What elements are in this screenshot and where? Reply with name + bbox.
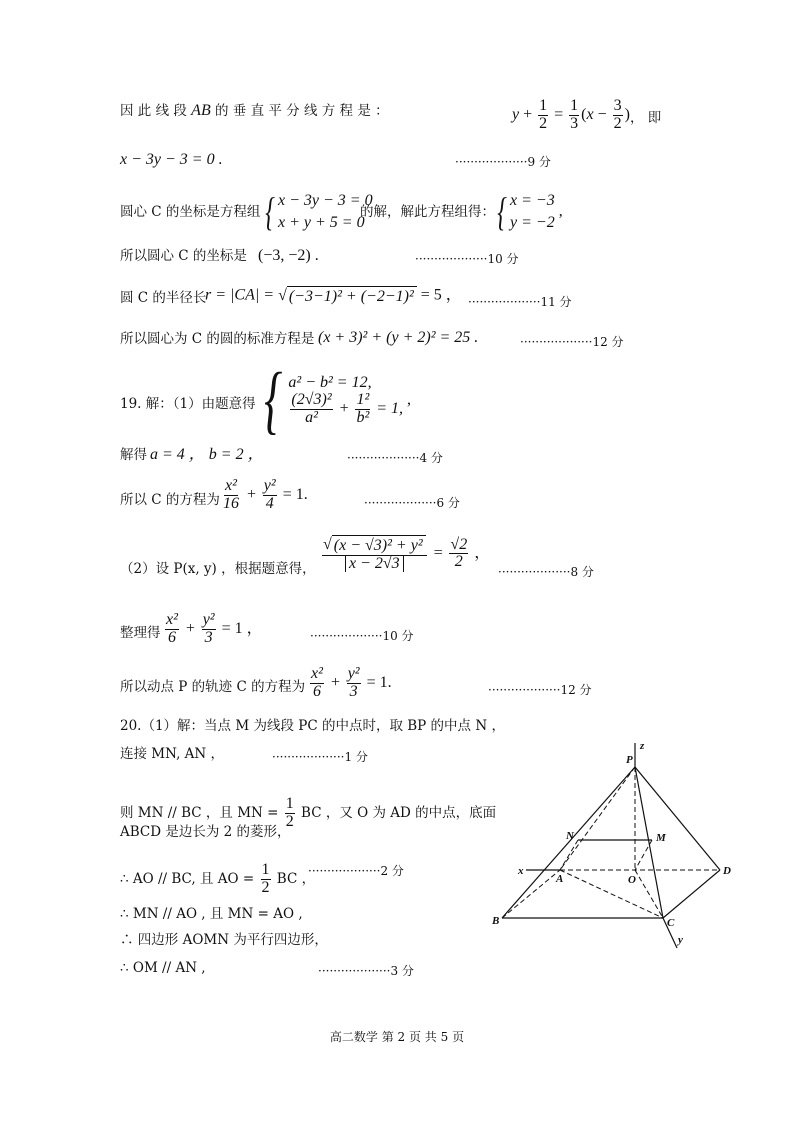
page-footer: 高二数学 第 2 页 共 5 页 (329, 1030, 465, 1044)
text: 的 垂 直 平 分 线 方 程 是 ： (215, 103, 389, 119)
label-A: A (556, 873, 564, 885)
radius-equation: r = |CA| = √ (−3−1)² + (−2−1)² = 5 ， (205, 286, 462, 305)
q19-line5-text: 整理得 (120, 625, 161, 641)
score-10b: ···················10 分 (310, 629, 414, 643)
bisector-equation: y + $\frac{1}{2}$ = $\frac{1}{3}$ (x − $\frac{3}{2}$ ) (512, 97, 630, 132)
label-M: M (656, 832, 666, 844)
score-10: ···················10 分 (415, 252, 519, 266)
pyramid-figure (480, 735, 740, 950)
label-O: O (628, 874, 636, 886)
system-1: { x − 3y − 3 = 0 x + y + 5 = 0 (265, 188, 373, 234)
score-1: ···················1 分 (272, 750, 368, 764)
q19-line2-eq: a = 4 ， b = 2 ， (150, 446, 264, 463)
ji-text: ， 即 (630, 110, 662, 126)
edge-PA (560, 767, 635, 870)
line-6-text: 所以圆心为 C 的圆的标准方程是 (120, 331, 315, 347)
label-z: z (640, 740, 645, 752)
q19-head: 19. 解：（1）由题意得 (120, 396, 256, 412)
q19-part2-eq: √ (x − √3)² + y² x − 2√3 = $\frac{√2}{2}$ ， (323, 535, 491, 572)
edge-PD (635, 767, 720, 870)
line-4-text: 所以圆心 C 的坐标是 (120, 248, 247, 264)
q20-line8: ∴ OM // AN , (120, 960, 206, 976)
system-1-solution: { x = −3 y = −2 , (497, 188, 563, 234)
edge-CD (663, 870, 720, 918)
diagonal-AC (560, 870, 663, 918)
score-4: ···················4 分 (347, 451, 443, 465)
q20-line2: 连接 MN, AN ， (120, 746, 224, 762)
circle-equation: (x + 3)² + (y + 2)² = 25 . (318, 329, 479, 346)
score-9: ···················9 分 (455, 155, 551, 169)
q20-line6: ∴ MN // AO , 且 MN = AO , (120, 906, 303, 922)
line-3-text: 圆心 C 的坐标是方程组 (120, 204, 261, 220)
q19-line5-eq: $\frac{\text{x²}}{6}$ + $\frac{\text{y²}}{3}$ = 1 ， (166, 611, 263, 646)
line-2-equation: x − 3y − 3 = 0 . (120, 151, 223, 168)
score-8: ···················8 分 (498, 565, 594, 579)
score-12b: ···················12 分 (488, 683, 592, 697)
line-1 (120, 103, 389, 119)
text: 因 此 线 段 (120, 103, 187, 119)
label-B: B (492, 915, 500, 927)
line-3-text2: 的解，解此方程组得： (360, 204, 495, 220)
label-N: N (566, 830, 574, 842)
label-x: x (518, 865, 524, 877)
segment-ab: AB (191, 102, 211, 119)
label-y: y (678, 934, 683, 946)
score-6: ···················6 分 (364, 496, 460, 510)
score-11: ···················11 分 (468, 295, 572, 309)
q20-line7: ∴ 四边形 AOMN 为平行四边形， (120, 932, 328, 948)
q20-line3: 则 MN // BC ，且 MN = $\frac{1}{2}$ BC ，又 O 为 AD 的中点，底面 (120, 795, 497, 830)
q20-line5: ∴ AO // BC, 且 AO = $\frac{1}{2}$ BC ， (120, 861, 316, 896)
label-C: C (667, 917, 675, 929)
q20-line4: ABCD 是边长为 2 的菱形， (120, 824, 291, 840)
edge-AB (502, 870, 560, 918)
line-5-text: 圆 C 的半径长 (120, 290, 207, 306)
q19-line2-text: 解得 (120, 447, 147, 463)
label-D: D (723, 865, 731, 877)
score-2: ···················2 分 (308, 864, 404, 878)
q20-line1: 20.（1）解：当点 M 为线段 PC 的中点时，取 BP 的中点 N ， (120, 718, 505, 734)
score-3: ···················3 分 (318, 964, 414, 978)
q19-ellipse-eq: $\frac{\text{x²}}{16}$ + $\frac{\text{y²}}{4}$ = 1. (223, 477, 308, 512)
q19-line3-text: 所以 C 的方程为 (120, 492, 220, 508)
score-12: ···················12 分 (520, 335, 624, 349)
q19-line6-eq: $\frac{\text{x²}}{6}$ + $\frac{\text{y²}}{3}$ = 1. (311, 665, 392, 700)
q19-line6-text: 所以动点 P 的轨迹 C 的方程为 (120, 679, 306, 695)
q19-system: { a² − b² = 12, $\frac{\text{(2√3)²}}{\text{a²}}$ + $\frac{\text{1²}}{\text{b²}}$ = 1, , (264, 358, 412, 442)
center-coordinates: (−3, −2) . (258, 247, 319, 264)
label-P: P (626, 754, 633, 766)
q19-part2-text: （2）设 P(x, y) ，根据题意得， (120, 561, 316, 577)
